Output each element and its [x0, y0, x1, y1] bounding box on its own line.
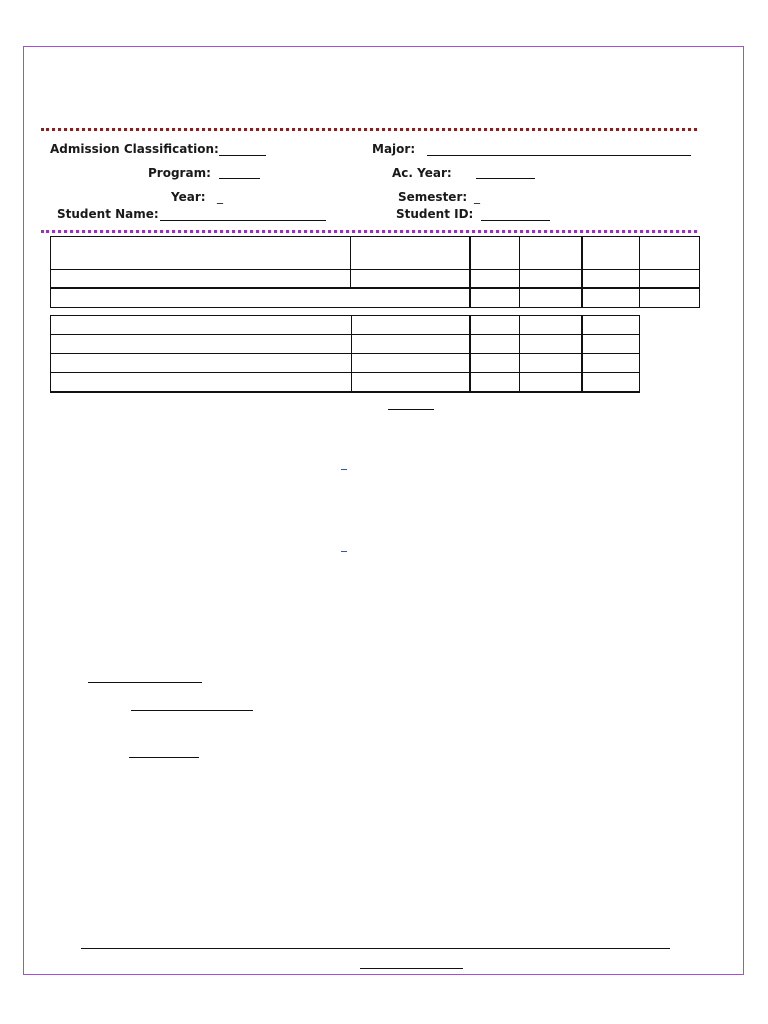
- semester-label: Semester:: [398, 190, 468, 204]
- table-row: [51, 288, 700, 308]
- total-field[interactable]: [388, 409, 434, 410]
- table-row: [51, 237, 700, 270]
- page-border: [23, 46, 744, 975]
- signature-line[interactable]: [131, 710, 253, 711]
- table-row: [51, 270, 700, 288]
- signature-line[interactable]: [88, 682, 202, 683]
- semester-value[interactable]: _: [474, 190, 480, 204]
- table-row: [51, 316, 640, 335]
- grades-table: [50, 315, 640, 393]
- top-dotted-rule: [41, 128, 697, 131]
- admission-classification-label: Admission Classification:: [50, 142, 219, 156]
- year-label: Year:: [171, 190, 206, 204]
- major-label: Major:: [372, 142, 416, 156]
- student-name-label: Student Name:: [57, 207, 159, 221]
- major-field[interactable]: [427, 155, 691, 156]
- footer-short-rule: [360, 968, 463, 969]
- student-name-field[interactable]: [160, 220, 326, 221]
- admission-classification-field[interactable]: [219, 155, 266, 156]
- ac-year-label: Ac. Year:: [392, 166, 452, 180]
- link-underline[interactable]: [341, 469, 347, 470]
- year-value[interactable]: _: [217, 190, 223, 204]
- ac-year-field[interactable]: [476, 178, 535, 179]
- footer-rule: [81, 948, 670, 949]
- courses-table: [50, 236, 700, 308]
- program-label: Program:: [148, 166, 211, 180]
- student-id-field[interactable]: [481, 220, 550, 221]
- date-line[interactable]: [129, 757, 199, 758]
- student-id-label: Student ID:: [396, 207, 474, 221]
- program-field[interactable]: [219, 178, 260, 179]
- table-row: [51, 354, 640, 373]
- table-row: [51, 373, 640, 392]
- mid-dotted-rule: [41, 230, 697, 233]
- link-underline[interactable]: [341, 551, 347, 552]
- table-row: [51, 335, 640, 354]
